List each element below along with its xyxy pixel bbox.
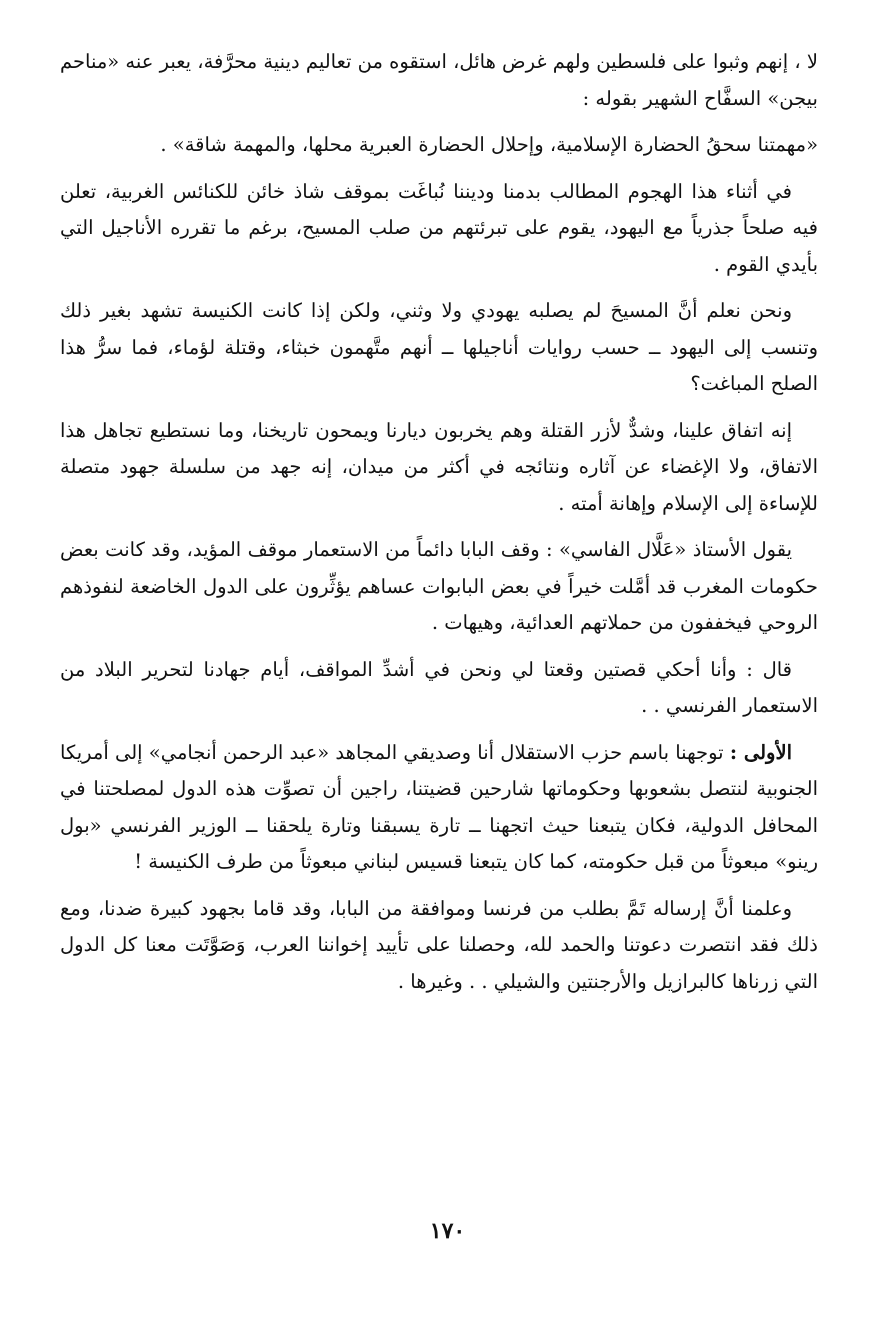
paragraph-8-text: توجهنا باسم حزب الاستقلال أنا وصديقي المجاهد «عبد الرحمن أنجامي» إلى أمريكا الجنوبية لنتصل بشعوبها وحكوماتها شارحين قضيتنا، راجين أن تصوِّت هذه الدول لمصلحتنا في المحافل الدولية، فكان يتبعنا حيث اتجهنا ــ تارة يسبقنا وتارة يلحقنا ــ الوزير الفرنسي «بول رينو» مبعوثاً من قبل حكومته، كما كان يتبعنا قسيس لبناني مبعوثاً من طرف الكنيسة !	[60, 740, 818, 873]
page-number: ١٧٠	[429, 1218, 466, 1244]
paragraph-9: وعلمنا أنَّ إرساله تَمَّ بطلب من فرنسا وموافقة من البابا، وقد قاما بجهود كبيرة ضدنا، ومع ذلك فقد انتصرت دعوتنا والحمد لله، وحصلنا على تأييد إخواننا العرب، وَصَوَّتَت معنا كل الدول التي زرناها كالبرازيل والأرجنتين والشيلي . . وغيرها .	[60, 896, 818, 993]
paragraph-1: لا ، إنهم وثبوا على فلسطين ولهم غرض هائل، استقوه من تعاليم دينية محرَّفة، يعبر عنه «مناحم بيجن» السفَّاح الشهير بقوله :	[60, 50, 818, 110]
paragraph-8-lead: الأولى :	[729, 740, 792, 764]
paragraph-3: في أثناء هذا الهجوم المطالب بدمنا وديننا نُباغَت بموقف شاذ خائن للكنائس الغربية، تعلن فيه صلحاً جذرياً مع اليهود، يقوم على تبرئتهم من صلب المسيح، برغم ما تقرره الأناجيل التي بأيدي القوم .	[60, 179, 818, 276]
paragraph-7: قال : وأنا أحكي قصتين وقعتا لي ونحن في أشدِّ المواقف، أيام جهادنا لتحرير البلاد من الاستعمار الفرنسي . .	[60, 657, 818, 717]
paragraph-5: إنه اتفاق علينا، وشدٌّ لأزر القتلة وهم يخربون ديارنا ويمحون تاريخنا، وما نستطيع تجاهل هذا الاتفاق، ولا الإغضاء عن آثاره ونتائجه في أكثر من ميدان، إنه جهد من سلسلة جهود متصلة للإساءة إلى الإسلام وإهانة أمته .	[60, 418, 818, 515]
paragraph-6: يقول الأستاذ «عَلَّال الفاسي» : وقف البابا دائماً من الاستعمار موقف المؤيد، وقد كانت بعض حكومات المغرب قد أمَّلت خيراً في بعض البابوات عساهم يؤثِّرون على الدول الخاضعة لنفوذهم الروحي فيخففون من حملاتهم العدائية، وهيهات .	[60, 538, 818, 634]
page-body	[60, 44, 818, 1010]
paragraph-quote: «مهمتنا سحقُ الحضارة الإسلامية، وإحلال الحضارة العبرية محلها، والمهمة شاقة» .	[160, 133, 818, 156]
paragraph-4: ونحن نعلم أنَّ المسيحَ لم يصلبه يهودي ولا وثني، ولكن إذا كانت الكنيسة تشهد بغير ذلك وتنسب إلى اليهود ــ حسب روايات أناجيلها ــ أنهم متَّهمون خبثاء، وقتلة لؤماء، فما سرُّ هذا الصلح المباغت؟	[60, 299, 818, 395]
paragraph-8	[60, 735, 818, 881]
